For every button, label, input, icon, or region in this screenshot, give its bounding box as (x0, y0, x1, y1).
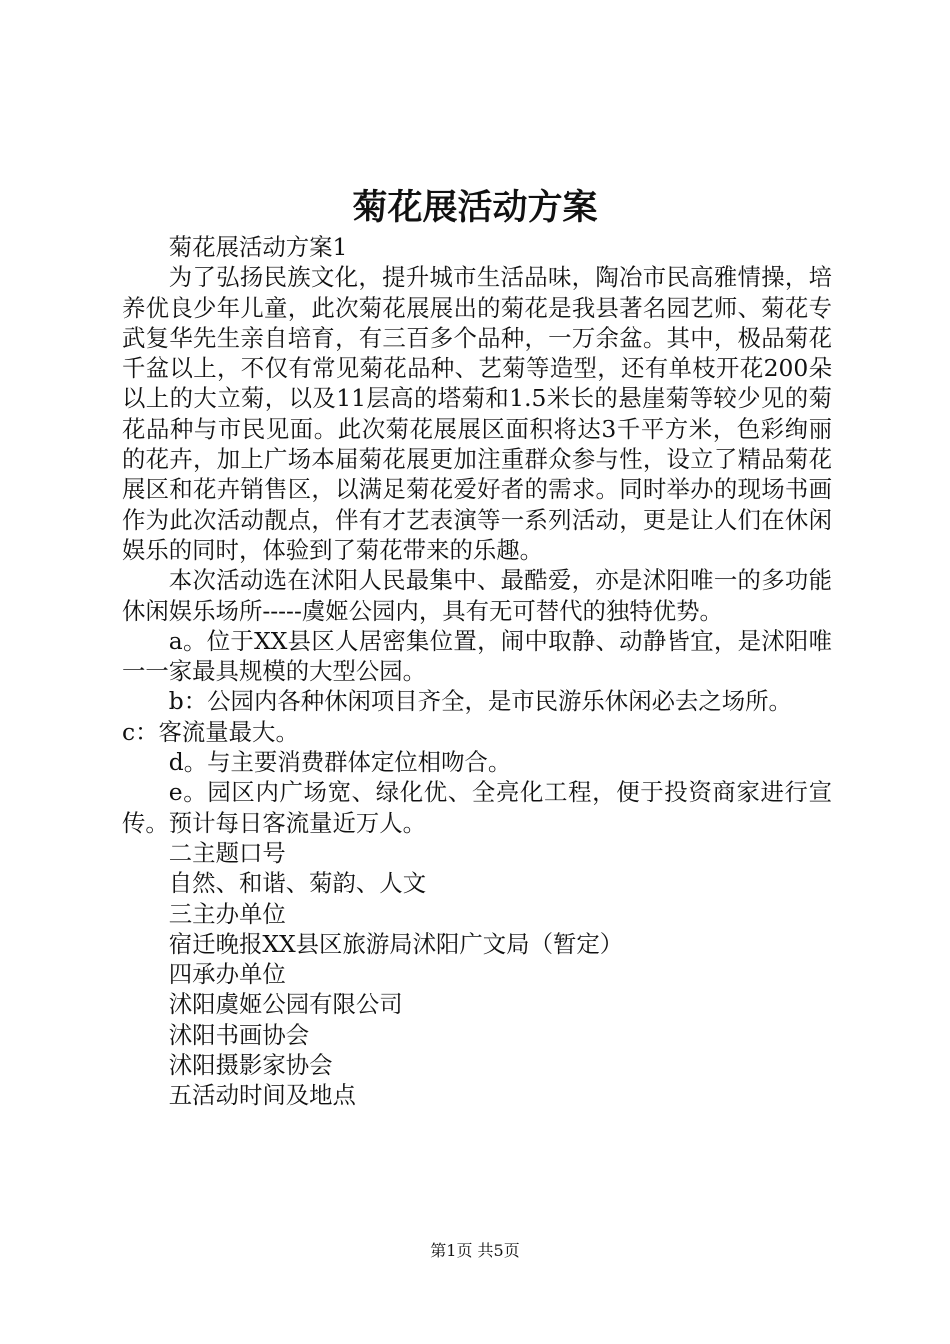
document-body (122, 232, 832, 1111)
paragraph-organizer-1: 沭阳虞姬公园有限公司 (168, 990, 403, 1019)
page-footer: 第1页 共5页 (430, 1241, 520, 1260)
paragraph-host: 宿迁晚报XX县区旅游局沭阳广文局（暂定） (168, 929, 624, 958)
paragraph-point-d: d。与主要消费群体定位相吻合。 (168, 748, 512, 777)
paragraph-organizer-3: 沭阳摄影家协会 (168, 1051, 333, 1080)
section-heading-host: 三主办单位 (168, 899, 286, 928)
paragraph-point-a: a。位于XX县区人居密集位置，闹中取静、动静皆宜，是沭阳唯一一家最具规模的大型公园。 (122, 626, 832, 686)
paragraph-organizer-2: 沭阳书画协会 (168, 1020, 310, 1049)
paragraph-point-e: e。园区内广场宽、绿化优、全亮化工程，便于投资商家进行宣传。预计每日客流量近万人。 (122, 778, 832, 837)
paragraph-venue: 本次活动选在沭阳人民最集中、最酷爱，亦是沭阳唯一的多功能休闲娱乐场所-----虞姬公园内，具有无可替代的独特优势。 (122, 566, 832, 625)
paragraph-intro: 为了弘扬民族文化，提升城市生活品味，陶冶市民高雅情操，培养优良少年儿童，此次菊花展展出的菊花是我县著名园艺师、菊花专武复华先生亲自培育，有三百多个品种，一万余盆。其中，极品菊花千盆以上，不仅有常见菊花品种、艺菊等造型，还有单枝开花200朵以上的大立菊，以及11层高的塔菊和1.5米长的悬崖菊等较少见的菊花品种与市民见面。此次菊花展展区面积将达3千平方米，色彩绚丽的花卉，加上广场本届菊花展更加注重群众参与性，设立了精品菊花展区和花卉销售区，以满足菊花爱好者的需求。同时举办的现场书画作为此次活动靓点，伴有才艺表演等一系列活动，更是让人们在休闲娱乐的同时，体验到了菊花带来的乐趣。 (122, 263, 832, 564)
paragraph-point-b: b：公园内各种休闲项目齐全，是市民游乐休闲必去之场所。 (168, 687, 792, 716)
section-heading-organizer: 四承办单位 (168, 960, 286, 989)
paragraph-slogan: 自然、和谐、菊韵、人文 (168, 869, 427, 898)
paragraph-point-c: c：客流量最大。 (122, 717, 299, 746)
section-heading-slogan: 二主题口号 (168, 838, 286, 867)
section-heading-time-place: 五活动时间及地点 (168, 1081, 356, 1110)
paragraph-heading-1: 菊花展活动方案1 (168, 233, 348, 261)
document-title: 菊花展活动方案 (352, 187, 598, 228)
